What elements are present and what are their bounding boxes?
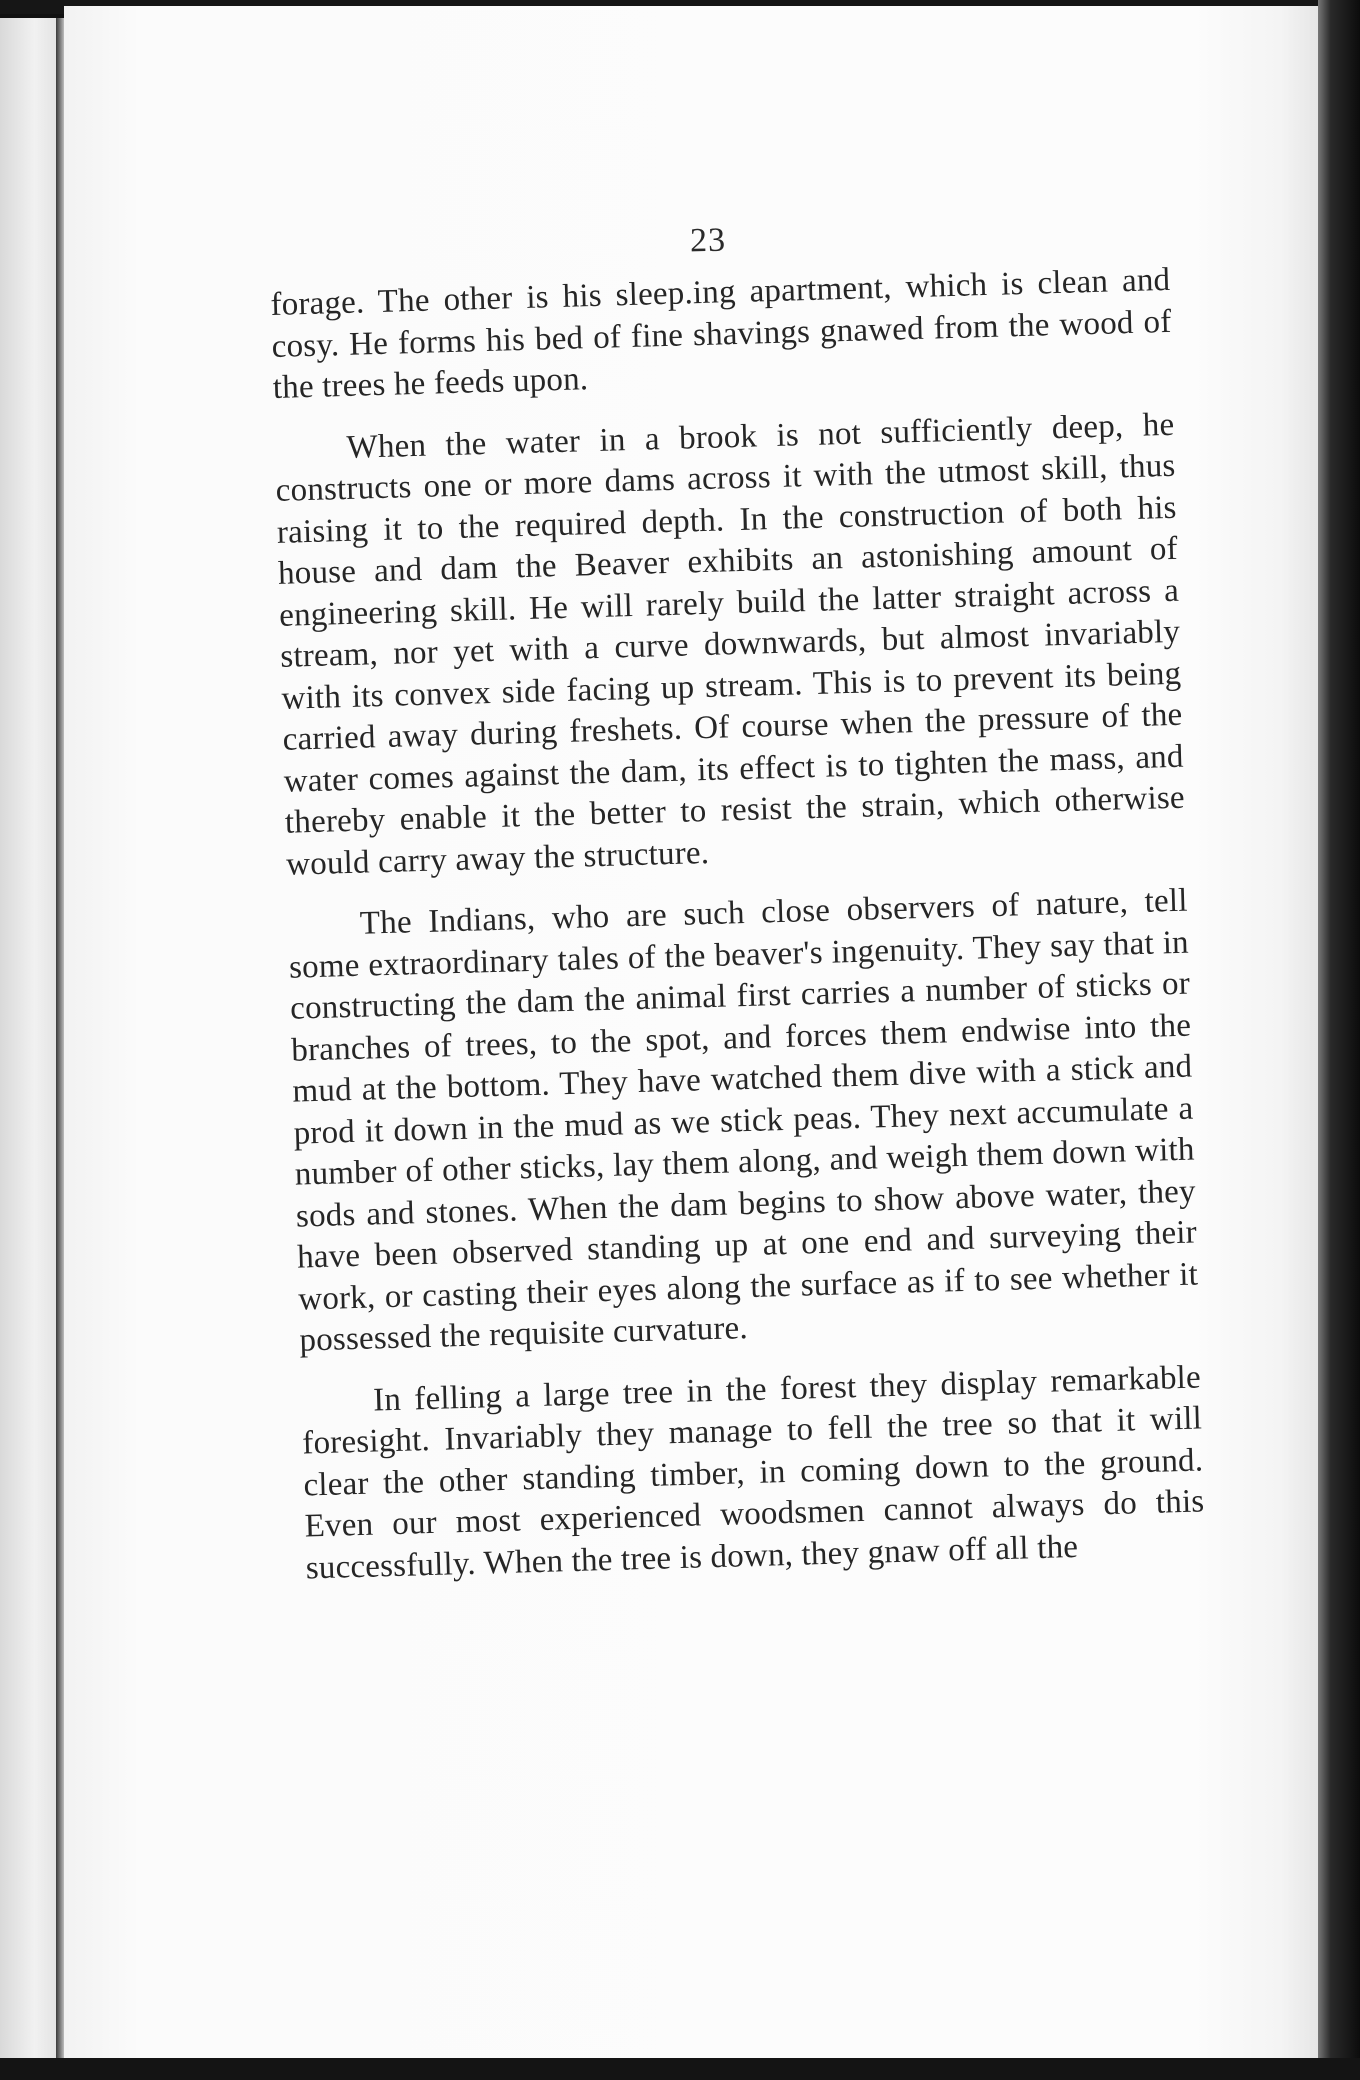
page-number: 23 [689,221,727,260]
paragraph: In felling a large tree in the forest they display remarkable foresight. Invariably they manage to fell the tree so that it will clear the other standing timber, in coming down to the ground. Even our most experienced woodsmen cannot always do this successfully. When the tree is down, they gnaw off all the [301,1358,1205,1586]
paragraph: The Indians, who are such close observers of nature, tell some extraordinary tales of the beaver's ingenuity. They say that in constructing the dam the animal first carries a number of sticks or branches of trees, to the spot, and forces them endwise into the mud at the bottom. They have watched them dive with a stick and prod it down in the mud as we stick peas. They next accumulate a number of other sticks, lay them along, and weigh them down with sods and stones. When the dam begins to show above water, they have been observed standing up at one end and surveying their work, or casting their eyes along the surface as if to see whether it possessed the requisite curvature. [288,882,1199,1359]
scan-right-border [1318,0,1360,2080]
paragraph: When the water in a brook is not sufficiently deep, he constructs one or more dams across it with the utmost skill, thus raising it to the required depth. In the construction of both his house and dam the Beaver exhibits an astonishing amount of engineering skill. He will rarely build the latter straight across a stream, nor yet with a curve downwards, but almost invariably with its convex side facing up stream. This is to prevent its being carried away during freshets. Of course when the pressure of the water comes against the dam, its effect is to tighten the mass, and thereby enable it the better to resist the strain, which otherwise would carry away the structure. [275,406,1186,883]
scan-bottom-border [0,2058,1360,2080]
book-gutter [56,18,64,2058]
body-text [270,260,1207,1610]
paragraph-continued: forage. The other is his sleep.ing apartment, which is clean and cosy. He forms his bed of fine shavings gnawed from the wood of the trees he feeds upon. [270,261,1172,406]
left-page-edge [0,18,58,2058]
